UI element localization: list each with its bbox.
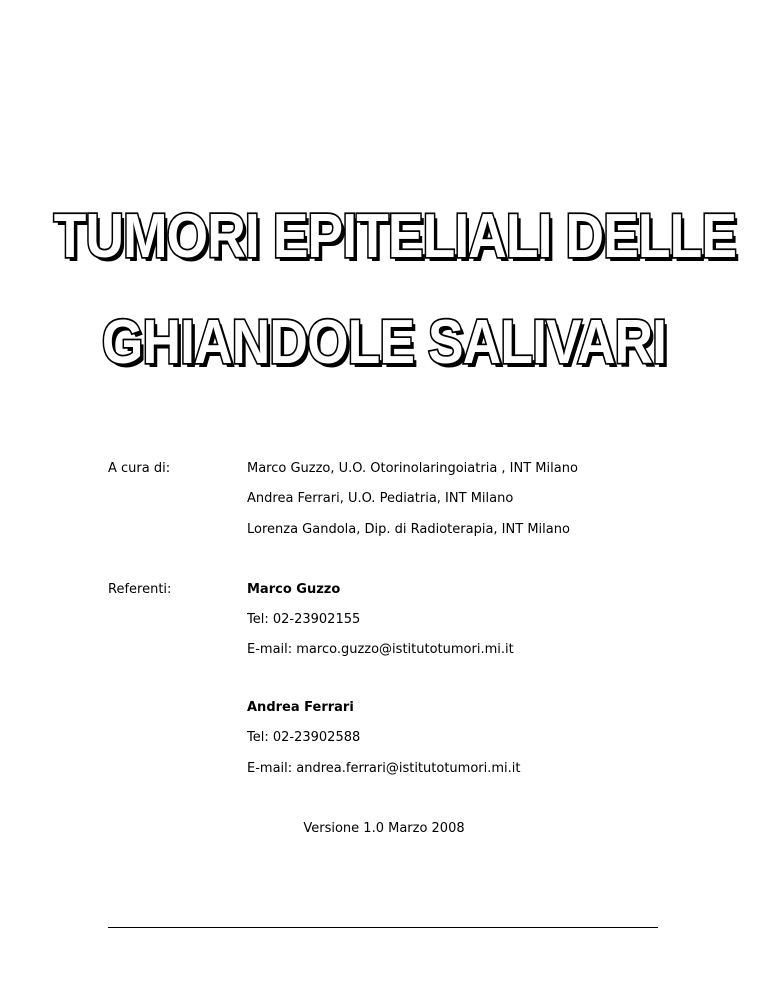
author-line-1: Marco Guzzo, U.O. Otorinolaringoiatria , INT Milano — [247, 461, 578, 476]
author-line-2: Andrea Ferrari, U.O. Pediatria, INT Milano — [247, 491, 514, 506]
contact-name-2: Andrea Ferrari — [247, 700, 354, 715]
contacts-label: Referenti: — [108, 582, 172, 597]
contact-email-1[interactable]: E-mail: marco.guzzo@istitutotumori.mi.it — [247, 642, 514, 657]
contact-tel-2: Tel: 02-23902588 — [247, 730, 361, 745]
version-text: Versione 1.0 Marzo 2008 — [303, 821, 465, 836]
contact-email-2[interactable]: E-mail: andrea.ferrari@istitutotumori.mi.it — [247, 761, 521, 776]
contact-name-1: Marco Guzzo — [247, 582, 341, 597]
title-line-1: TUMORI EPITELIALI DELLE — [53, 202, 737, 271]
title-line-2: GHIANDOLE SALIVARI — [101, 308, 667, 377]
author-line-3: Lorenza Gandola, Dip. di Radioterapia, INT Milano — [247, 522, 570, 537]
contact-tel-1: Tel: 02-23902155 — [247, 612, 361, 627]
document-title — [0, 186, 768, 396]
footer-rule — [108, 927, 658, 928]
authors-label: A cura di: — [108, 461, 171, 476]
version-info — [0, 821, 768, 836]
